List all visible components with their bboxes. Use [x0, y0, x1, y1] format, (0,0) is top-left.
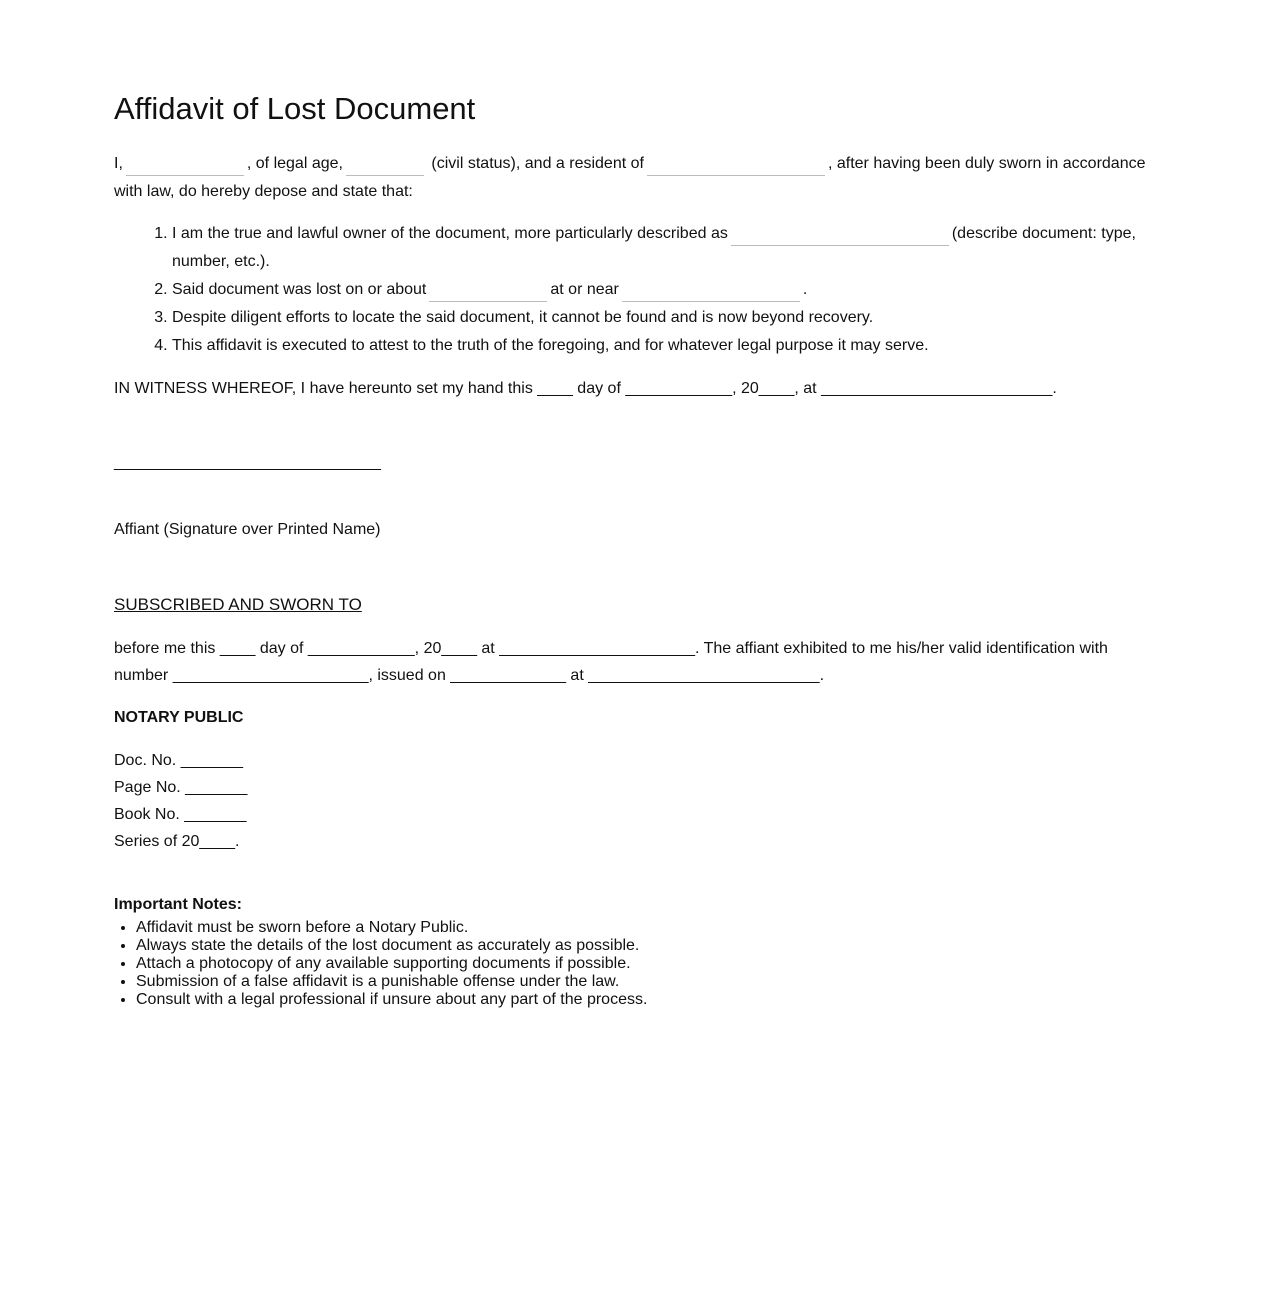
- statement-1-text-a: I am the true and lawful owner of the document, more particularly described as: [172, 225, 728, 242]
- series-year: Series of 20____.: [114, 833, 240, 850]
- statement-item-3: 3. Despite diligent efforts to locate the said document, it cannot be found and is now beyond recovery.: [172, 304, 1164, 332]
- note-item: • Affidavit must be sworn before a Notary Public.: [136, 919, 1164, 937]
- statement-item-2: [172, 276, 1164, 304]
- important-notes-list: [114, 919, 1164, 1009]
- civil-status-field[interactable]: [346, 155, 424, 176]
- affiant-label: Affiant (Signature over Printed Name): [114, 521, 381, 538]
- notary-public-heading: NOTARY PUBLIC: [114, 709, 244, 726]
- notarial-registry: [114, 747, 1164, 855]
- doc-number: Doc. No. _______: [114, 752, 243, 769]
- signature-line[interactable]: ______________________________: [114, 454, 381, 471]
- statement-list: [114, 220, 1164, 360]
- notarial-paragraph: before me this ____ day of ____________, 20____ at ______________________. The affiant exhibited to me his/her valid identification with number ______________________, issued on _____________ at __________________________.: [114, 640, 1108, 684]
- book-number: Book No. _______: [114, 806, 247, 823]
- note-item: • Always state the details of the lost document as accurately as possible.: [136, 937, 1164, 955]
- statement-2-text-c: .: [802, 281, 808, 298]
- page-number: Page No. _______: [114, 779, 248, 796]
- intro-text-3: (civil status), and a resident of: [431, 155, 644, 172]
- page-title: Affidavit of Lost Document: [114, 91, 476, 126]
- note-item: • Attach a photocopy of any available supporting documents if possible.: [136, 955, 1164, 973]
- statement-2-text-a: Said document was lost on or about: [172, 281, 427, 298]
- intro-paragraph: [114, 150, 1164, 206]
- residence-field[interactable]: [647, 155, 825, 176]
- intro-text-4: , after having been duly sworn in accordance with law, do hereby depose and state that:: [114, 155, 1146, 200]
- statement-item-4: 4. This affidavit is executed to attest to the truth of the foregoing, and for whatever legal purpose it may serve.: [172, 332, 1164, 360]
- statement-item-1: [172, 220, 1164, 276]
- document-description-field[interactable]: [731, 225, 949, 246]
- important-notes-heading: Important Notes:: [114, 896, 242, 913]
- affiant-name-field[interactable]: [126, 155, 244, 176]
- statement-2-text-b: at or near: [550, 281, 619, 298]
- intro-text-2: , of legal age,: [246, 155, 343, 172]
- subscribed-heading: SUBSCRIBED AND SWORN TO: [114, 595, 362, 614]
- intro-text-1: I,: [114, 155, 123, 172]
- date-lost-field[interactable]: [429, 281, 547, 302]
- note-item: • Consult with a legal professional if unsure about any part of the process.: [136, 991, 1164, 1009]
- statement-1-text-b: (describe document: type, number, etc.).: [172, 225, 1136, 270]
- place-lost-field[interactable]: [622, 281, 800, 302]
- witness-clause: IN WITNESS WHEREOF, I have hereunto set my hand this ____ day of ____________, 20____, at __________________________.: [114, 380, 1057, 397]
- note-item: • Submission of a false affidavit is a punishable offense under the law.: [136, 973, 1164, 991]
